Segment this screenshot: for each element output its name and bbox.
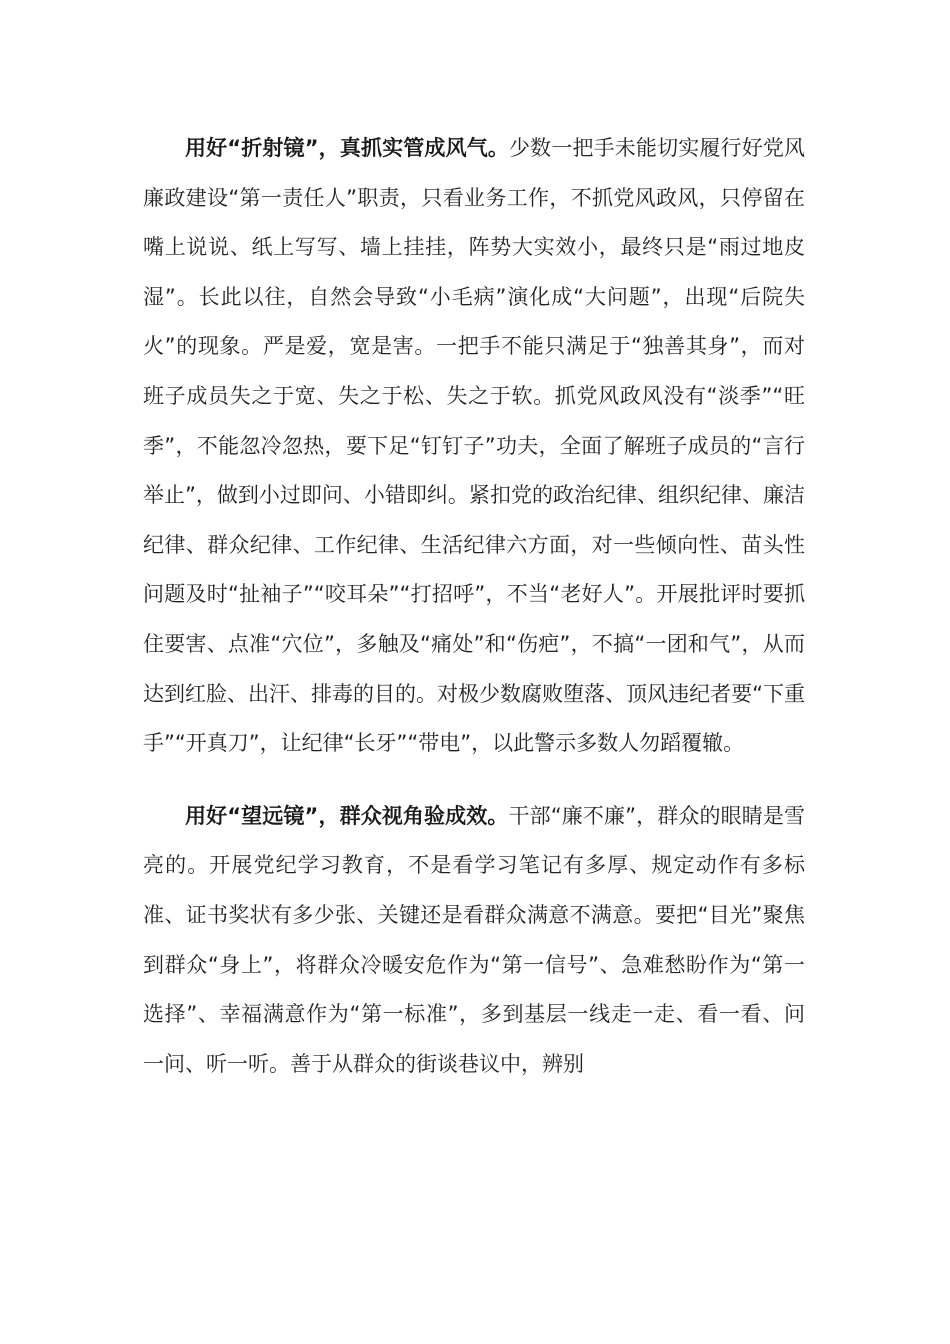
paragraph-refraction-mirror [143, 124, 805, 769]
paragraph-heading: 用好“望远镜”，群众视角验成效。 [185, 803, 509, 828]
paragraph-heading: 用好“折射镜”，真抓实管成风气。 [185, 136, 510, 160]
document-body [143, 124, 805, 1089]
paragraph-text: 干部“廉不廉”，群众的眼睛是雪亮的。开展党纪学习教育，不是看学习笔记有多厚、规定动作有多标准、证书奖状有多少张、关键还是看群众满意不满意。要把“目光”聚焦到群众“身上”，将群众冷暖安危作为“第一信号”、急难愁盼作为“第一选择”、幸福满意作为“第一标准”，多到基层一线走一走、看一看、问一问、听一听。善于从群众的街谈巷议中，辨别 [143, 803, 805, 1076]
paragraph-text: 少数一把手未能切实履行好党风廉政建设“第一责任人”职责，只看业务工作，不抓党风政风，只停留在嘴上说说、纸上写写、墙上挂挂，阵势大实效小，最终只是“雨过地皮湿”。长此以往，自然会导致“小毛病”演化成“大问题”，出现“后院失火”的现象。严是爱，宽是害。一把手不能只满足于“独善其身”，而对班子成员失之于宽、失之于松、失之于软。抓党风政风没有“淡季”“旺季”，不能忽冷忽热，要下足“钉钉子”功夫，全面了解班子成员的“言行举止”，做到小过即问、小错即纠。紧扣党的政治纪律、组织纪律、廉洁纪律、群众纪律、工作纪律、生活纪律六方面，对一些倾向性、苗头性问题及时“扯袖子”“咬耳朵”“打招呼”，不当“老好人”。开展批评时要抓住要害、点准“穴位”，多触及“痛处”和“伤疤”，不搞“一团和气”，从而达到红脸、出汗、排毒的目的。对极少数腐败堕落、顶风违纪者要“下重手”“开真刀”，让纪律“长牙”“带电”，以此警示多数人勿蹈覆辙。 [143, 136, 805, 756]
paragraph-telescope [143, 792, 805, 1090]
